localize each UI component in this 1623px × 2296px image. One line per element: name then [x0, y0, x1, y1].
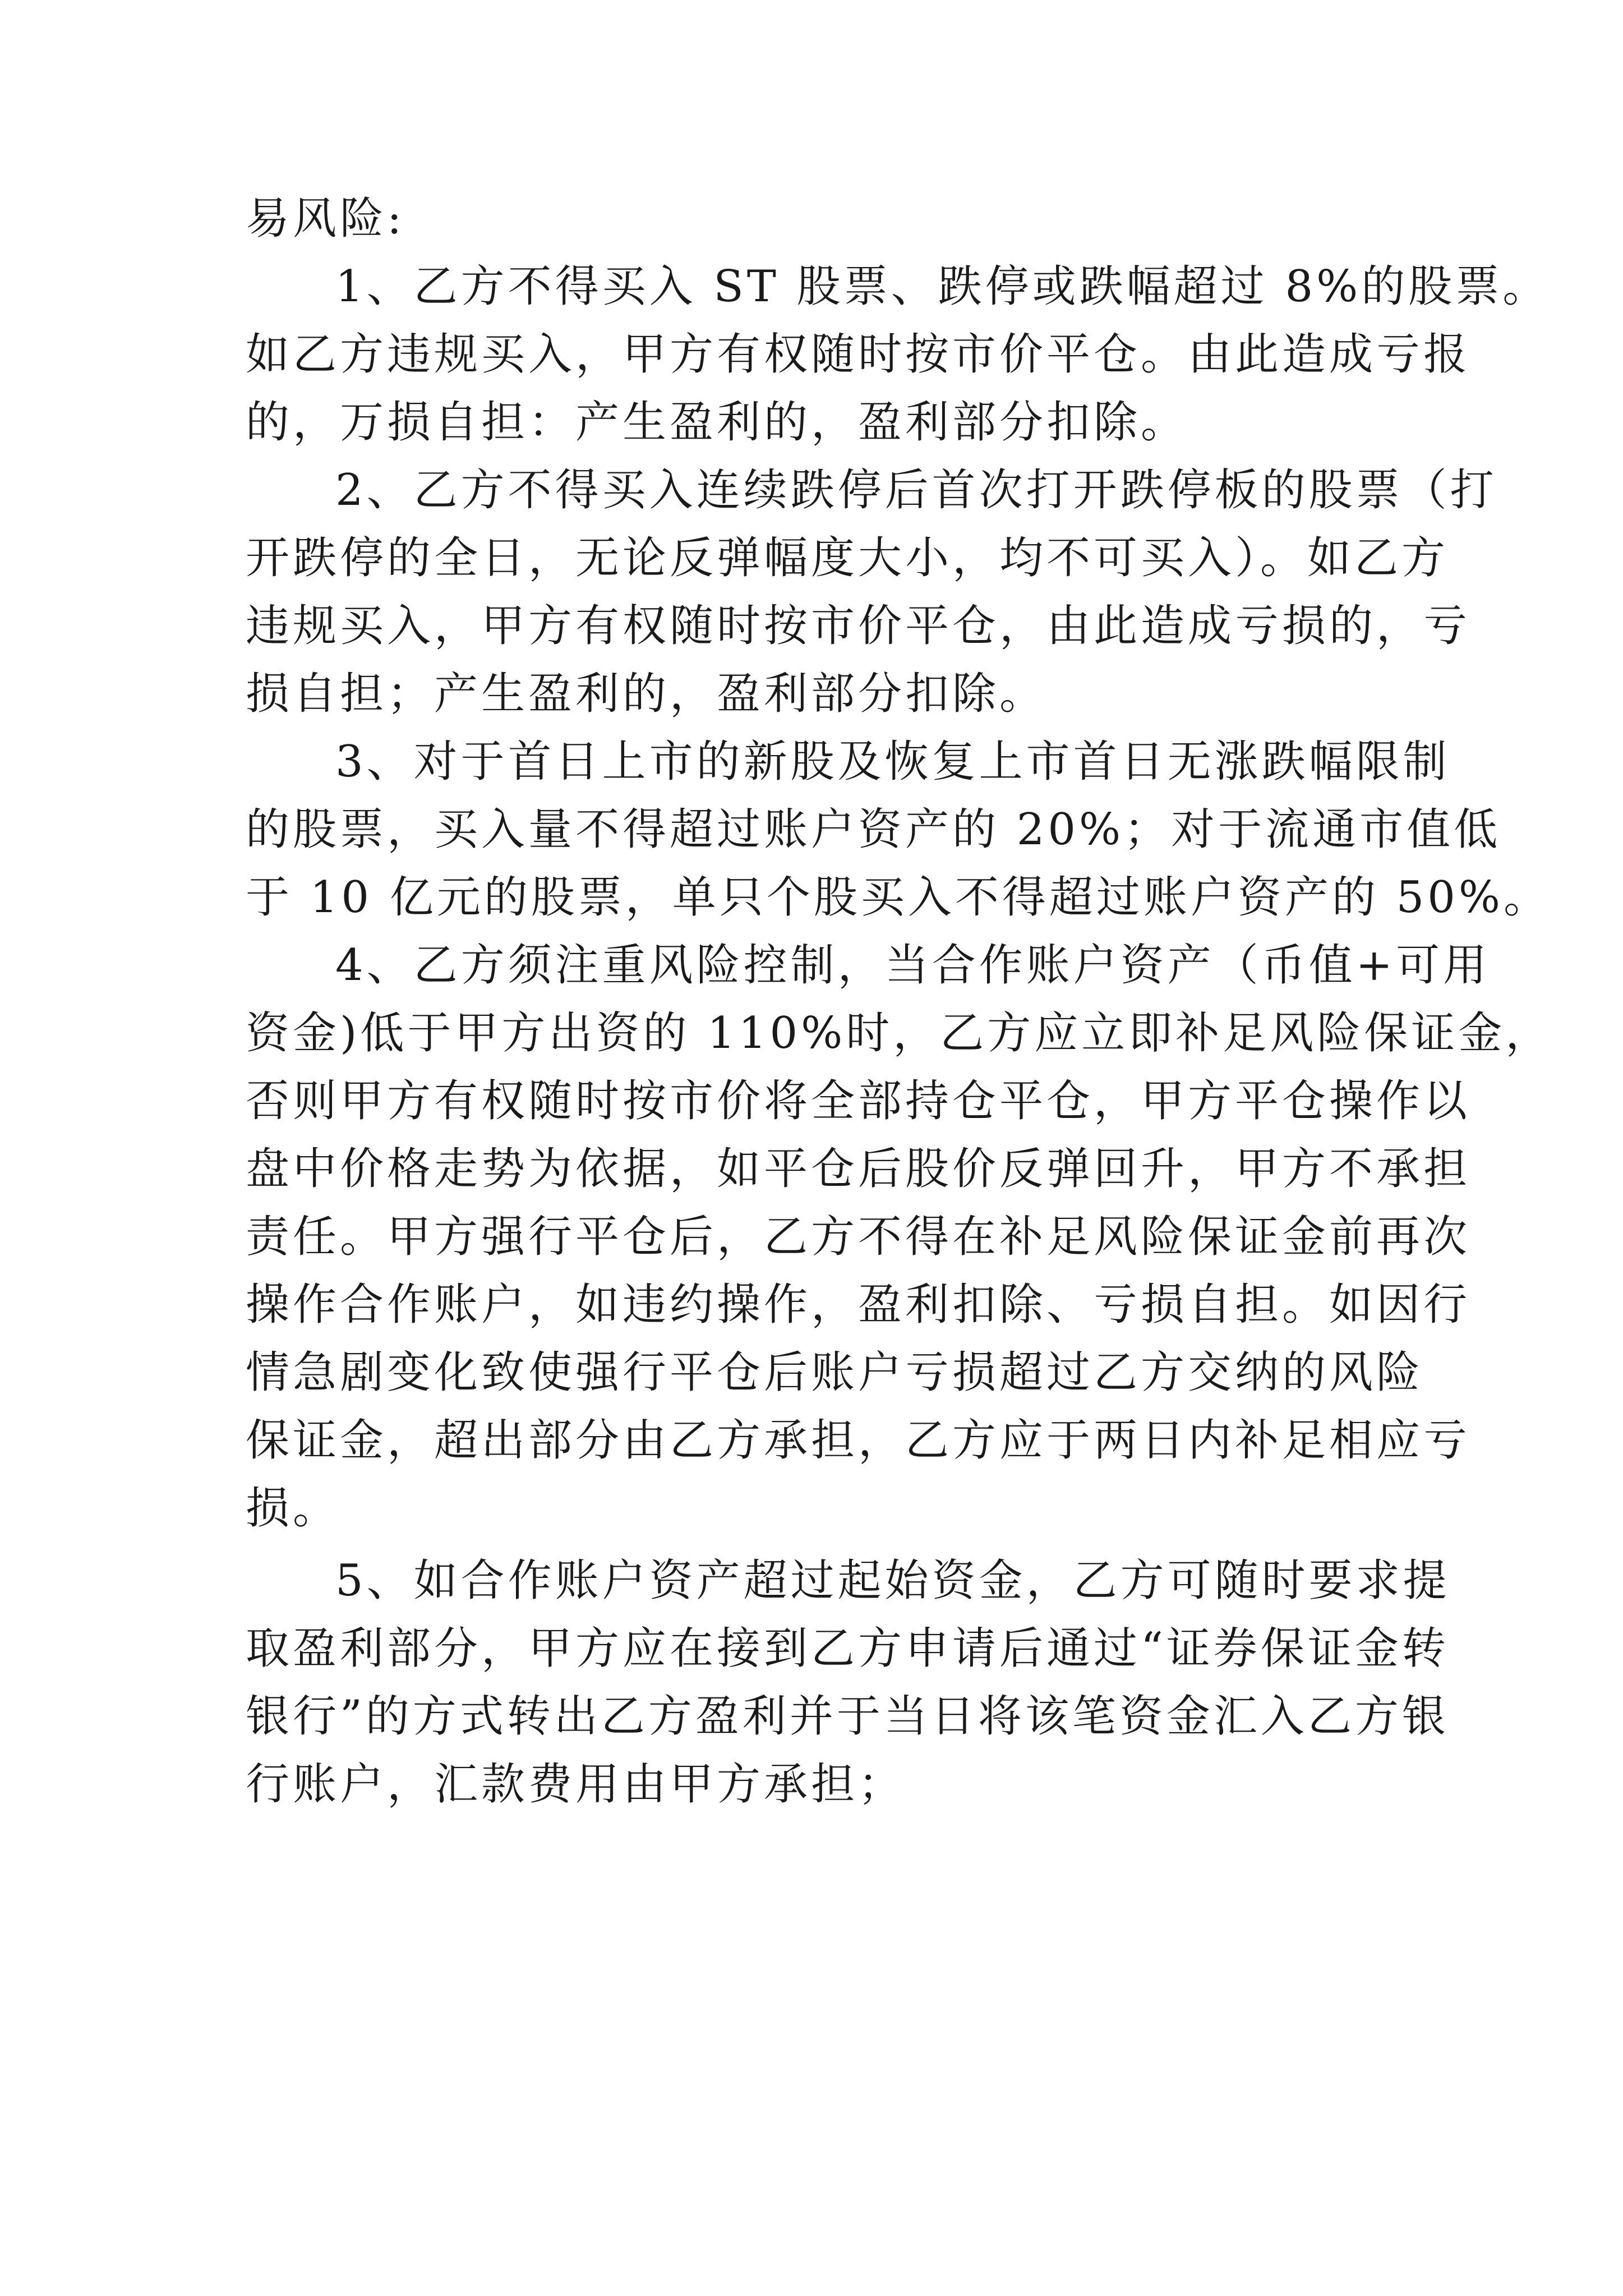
text-line: 资金)低于甲方出资的 110%时，乙方应立即补足风险保证金，	[246, 1008, 1553, 1059]
text-line: 保证金，超出部分由乙方承担，乙方应于两日内补足相应亏	[246, 1415, 1471, 1466]
text-line: 开跌停的全日，无论反弹幅度大小，均不可买入）。如乙方	[246, 533, 1449, 583]
text-line: 否则甲方有权随时按市价将全部持仓平仓，甲方平仓操作以	[246, 1076, 1471, 1126]
text-line: 的，万损自担：产生盈利的，盈利部分扣除。	[246, 397, 1188, 448]
text-line: 银行”的方式转出乙方盈利并于当日将该笔资金汇入乙方银	[246, 1691, 1449, 1742]
paragraph-3-start: 3、对于首日上市的新股及恢复上市首日无涨跌幅限制	[335, 737, 1450, 787]
paragraph-2-start: 2、乙方不得买入连续跌停后首次打开跌停板的股票（打	[335, 465, 1497, 516]
document-page	[246, 185, 1553, 1819]
text-line: 损。	[246, 1483, 340, 1534]
paragraph-4-start: 4、乙方须注重风险控制，当合作账户资产（币值+可用	[335, 940, 1490, 991]
paragraph-1-start: 1、乙方不得买入 ST 股票、跌停或跌幅超过 8%的股票。	[335, 261, 1550, 312]
text-line: 于 10 亿元的股票，单只个股买入不得超过账户资产的 50%。	[246, 872, 1551, 923]
text-line: 责任。甲方强行平仓后，乙方不得在补足风险保证金前再次	[246, 1212, 1471, 1262]
text-line: 行账户，汇款费用由甲方承担；	[246, 1759, 906, 1810]
text-line: 如乙方违规买入，甲方有权随时按市价平仓。由此造成亏报	[246, 329, 1471, 380]
text-line: 操作合作账户，如违约操作，盈利扣除、亏损自担。如因行	[246, 1280, 1471, 1330]
text-line: 损自担；产生盈利的，盈利部分扣除。	[246, 669, 1047, 719]
paragraph-5-start: 5、如合作账户资产超过起始资金，乙方可随时要求提	[335, 1556, 1450, 1606]
text-line: 情急剧变化致使强行平仓后账户亏损超过乙方交纳的风险	[246, 1347, 1424, 1398]
text-line: 取盈利部分，甲方应在接到乙方申请后通过“证券保证金转	[246, 1623, 1449, 1674]
text-line: 易风险:	[246, 194, 405, 244]
text-line: 违规买入，甲方有权随时按市价平仓，由此造成亏损的，亏	[246, 601, 1471, 651]
text-line: 盘中价格走势为依据，如平仓后股价反弹回升，甲方不承担	[246, 1144, 1471, 1194]
text-line: 的股票，买入量不得超过账户资产的 20%；对于流通市值低	[246, 804, 1501, 855]
